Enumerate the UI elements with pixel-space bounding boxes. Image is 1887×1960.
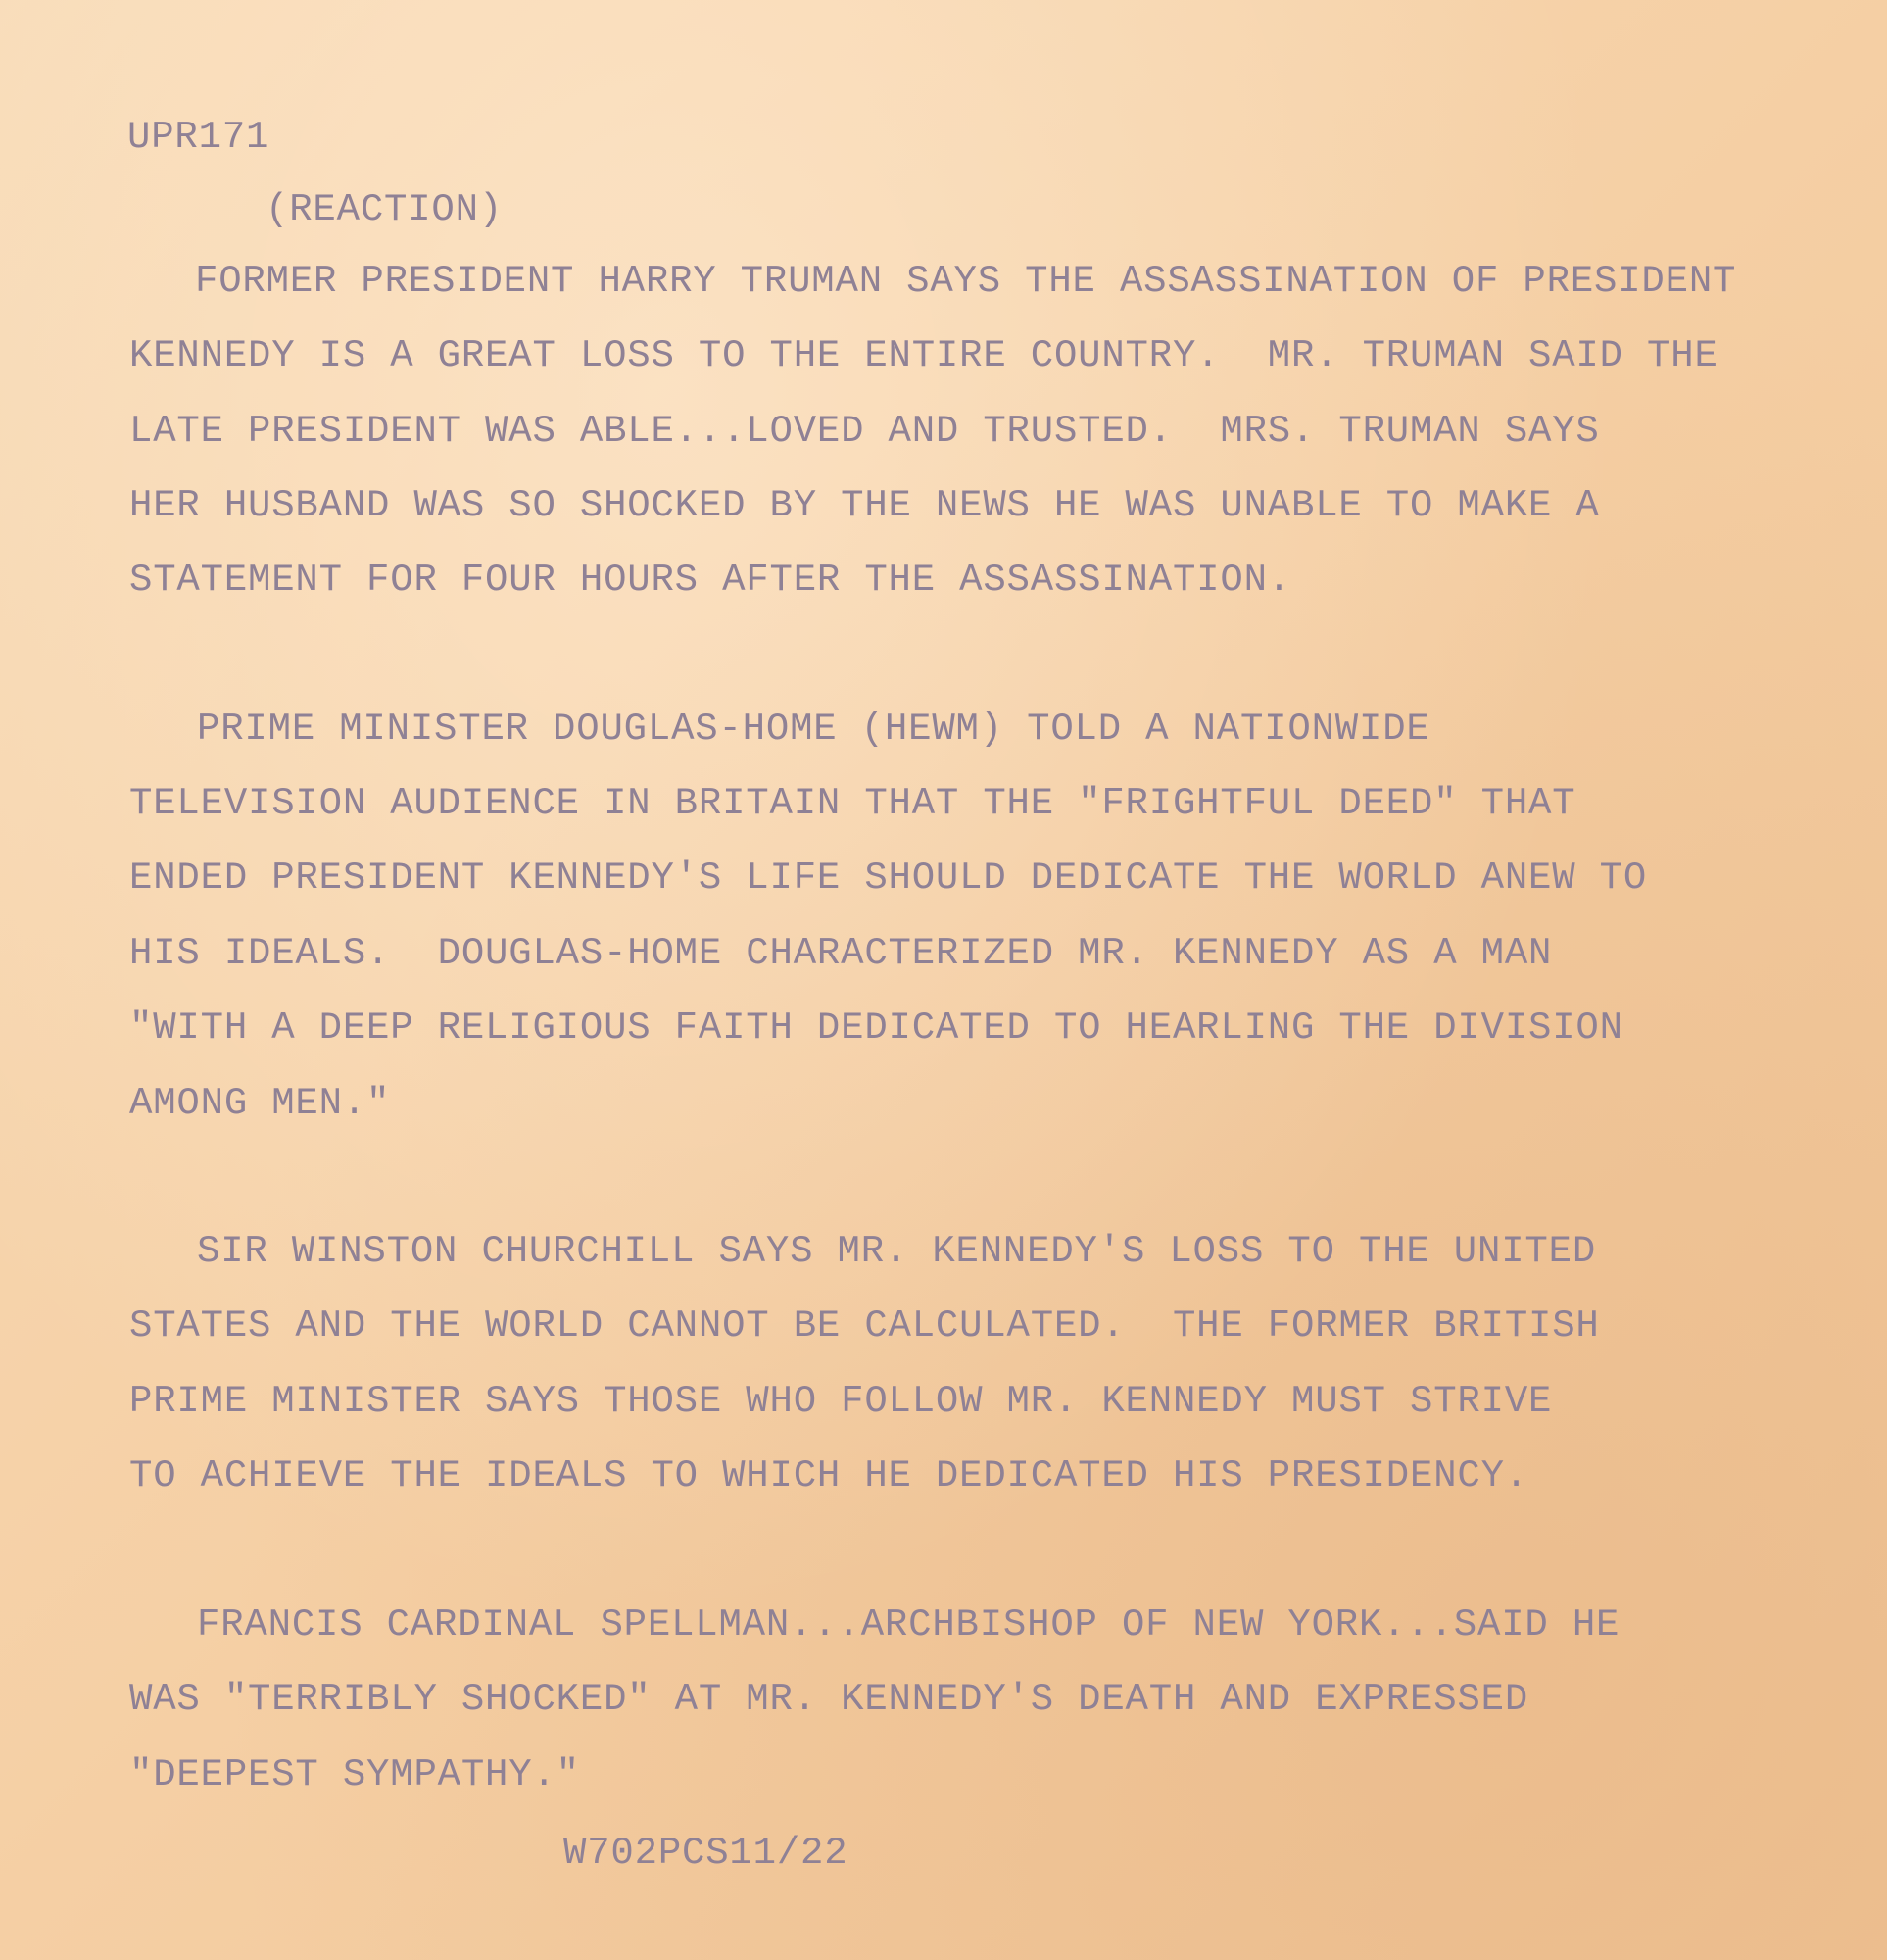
text-line: "WITH A DEEP RELIGIOUS FAITH DEDICATED TO HEARLING THE DIVISION bbox=[129, 1006, 1623, 1050]
text-line: KENNEDY IS A GREAT LOSS TO THE ENTIRE COUNTRY. MR. TRUMAN SAID THE bbox=[129, 334, 1718, 377]
wire-id: UPR171 bbox=[127, 116, 270, 159]
story-slug: (REACTION) bbox=[266, 188, 504, 231]
text-line: PRIME MINISTER DOUGLAS-HOME (HEWM) TOLD A NATIONWIDE bbox=[197, 708, 1430, 751]
text-line: ENDED PRESIDENT KENNEDY'S LIFE SHOULD DEDICATE THE WORLD ANEW TO bbox=[129, 857, 1648, 900]
text-line: STATES AND THE WORLD CANNOT BE CALCULATED. THE FORMER BRITISH bbox=[129, 1304, 1600, 1348]
text-line: WAS "TERRIBLY SHOCKED" AT MR. KENNEDY'S DEATH AND EXPRESSED bbox=[129, 1678, 1529, 1721]
text-line: PRIME MINISTER SAYS THOSE WHO FOLLOW MR. KENNEDY MUST STRIVE bbox=[129, 1380, 1553, 1423]
text-line: TO ACHIEVE THE IDEALS TO WHICH HE DEDICATED HIS PRESIDENCY. bbox=[129, 1454, 1529, 1497]
text-line: HER HUSBAND WAS SO SHOCKED BY THE NEWS HE WAS UNABLE TO MAKE A bbox=[129, 484, 1600, 527]
text-line: "DEEPEST SYMPATHY." bbox=[129, 1753, 580, 1796]
text-line: FORMER PRESIDENT HARRY TRUMAN SAYS THE ASSASSINATION OF PRESIDENT bbox=[195, 260, 1737, 303]
text-line: STATEMENT FOR FOUR HOURS AFTER THE ASSASSINATION. bbox=[129, 559, 1291, 602]
transmission-code: W702PCS11/22 bbox=[563, 1832, 848, 1875]
text-line: AMONG MEN." bbox=[129, 1082, 391, 1125]
text-line: SIR WINSTON CHURCHILL SAYS MR. KENNEDY'S LOSS TO THE UNITED bbox=[197, 1230, 1597, 1273]
text-line: HIS IDEALS. DOUGLAS-HOME CHARACTERIZED MR. KENNEDY AS A MAN bbox=[129, 932, 1553, 975]
text-line: FRANCIS CARDINAL SPELLMAN...ARCHBISHOP OF NEW YORK...SAID HE bbox=[197, 1603, 1621, 1646]
text-line: LATE PRESIDENT WAS ABLE...LOVED AND TRUSTED. MRS. TRUMAN SAYS bbox=[129, 410, 1600, 453]
text-line: TELEVISION AUDIENCE IN BRITAIN THAT THE "FRIGHTFUL DEED" THAT bbox=[129, 782, 1576, 825]
